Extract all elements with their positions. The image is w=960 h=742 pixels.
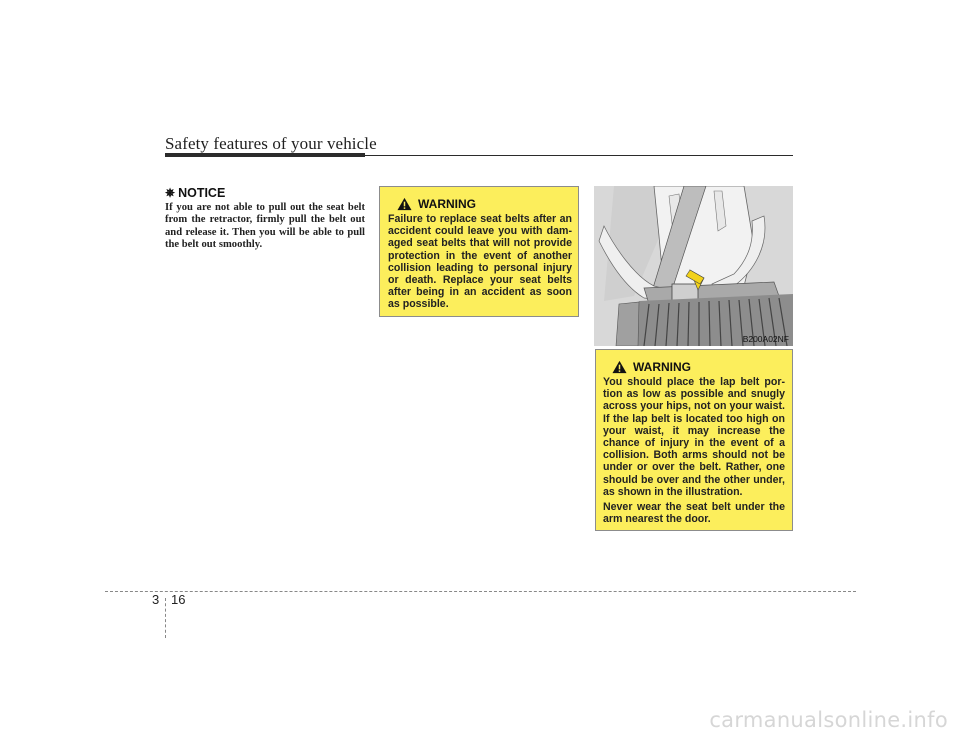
notice-section [165, 186, 365, 252]
warning-text: You should place the lap belt por-tion as low as possible and snugly across your hips, not on your waist. If the lap belt is located too high on your waist, it may increase the chance of injury in the event of a collision. Both arms should not be under or over the belt. Rather, one should be over and the other under, as shown in the illustration. [603, 376, 785, 498]
warning-text-2: Never wear the seat belt under the arm nearest the door. [603, 501, 785, 526]
lap-belt-drawing [594, 186, 793, 346]
warning-title: WARNING [633, 360, 691, 374]
warning-text: Failure to replace seat belts after an accident could leave you with dam-aged seat belts that will not provide protection in the event of another collision leading to personal injury or death. Replace your seat belts after being in an accident as soon as possible. [388, 213, 572, 311]
page-chapter: 3 [152, 592, 160, 607]
warning-box-replace-belts [379, 186, 579, 317]
warning-heading [603, 360, 785, 374]
header-title: Safety features of your vehicle [165, 134, 377, 153]
warning-heading [388, 197, 572, 211]
warning-triangle-icon [612, 360, 627, 374]
header-rule-thin [165, 155, 793, 156]
footer-divider [105, 591, 856, 592]
notice-title: NOTICE [178, 186, 226, 200]
seat-belt-illustration [594, 186, 793, 346]
notice-icon: ✵ [165, 186, 176, 200]
notice-body: If you are not able to pull out the seat belt from the retractor, firmly pull the belt out and release it. Then you will be able to pull the belt out smoothly. [165, 202, 365, 251]
page-number: 16 [171, 592, 186, 607]
warning-box-lap-belt [595, 349, 793, 531]
footer-vertical-divider [165, 598, 166, 638]
warning-title: WARNING [418, 197, 476, 211]
figure-code: B200A02NF [742, 334, 789, 344]
notice-heading [165, 186, 365, 200]
watermark: carmanualsonline.info [709, 708, 948, 732]
warning-triangle-icon [397, 197, 412, 211]
